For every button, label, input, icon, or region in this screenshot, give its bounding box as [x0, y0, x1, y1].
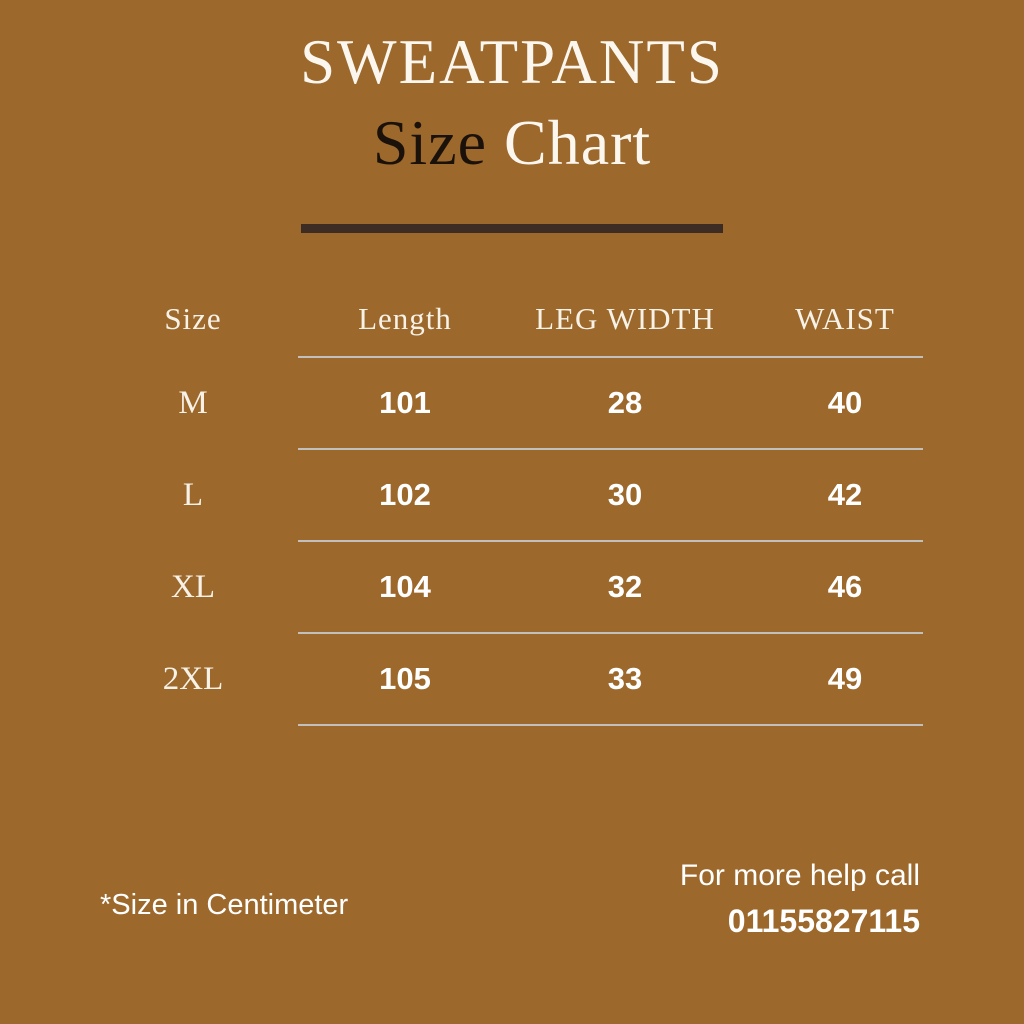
unit-note: *Size in Centimeter — [100, 889, 349, 921]
column-header-waist: WAIST — [795, 301, 895, 337]
size-label-l: L — [182, 476, 204, 513]
title-divider — [301, 224, 723, 233]
help-phone-number: 01155827115 — [727, 902, 920, 939]
waist-value: 49 — [827, 661, 863, 697]
row-divider-line — [298, 724, 923, 726]
waist-value: 42 — [827, 477, 863, 513]
length-value: 102 — [379, 477, 431, 513]
size-label-2xl: 2XL — [162, 660, 224, 697]
column-header-size: Size — [164, 301, 222, 337]
table-row — [0, 542, 1024, 632]
help-block — [680, 854, 920, 944]
leg-width-value: 32 — [607, 569, 643, 605]
table-header-row — [0, 282, 1024, 356]
length-value: 104 — [379, 569, 431, 605]
column-header-leg-width: LEG WIDTH — [535, 301, 715, 337]
size-label-xl: XL — [171, 568, 215, 605]
page-title-chart-word: Chart — [504, 107, 652, 179]
length-value: 105 — [379, 661, 431, 697]
waist-value: 40 — [827, 385, 863, 421]
size-table — [0, 282, 1024, 726]
waist-value: 46 — [827, 569, 863, 605]
page-title — [0, 106, 1024, 180]
column-header-length: Length — [358, 301, 452, 337]
table-row — [0, 634, 1024, 724]
leg-width-value: 30 — [607, 477, 643, 513]
page-title-size-word: Size — [372, 107, 487, 179]
size-label-m: M — [178, 384, 208, 421]
title-block — [0, 0, 1024, 233]
leg-width-value: 33 — [607, 661, 643, 697]
table-row — [0, 450, 1024, 540]
help-text: For more help call — [679, 859, 920, 893]
product-title: SWEATPANTS — [300, 27, 724, 97]
length-value: 101 — [379, 385, 431, 421]
leg-width-value: 28 — [607, 385, 643, 421]
table-row — [0, 358, 1024, 448]
